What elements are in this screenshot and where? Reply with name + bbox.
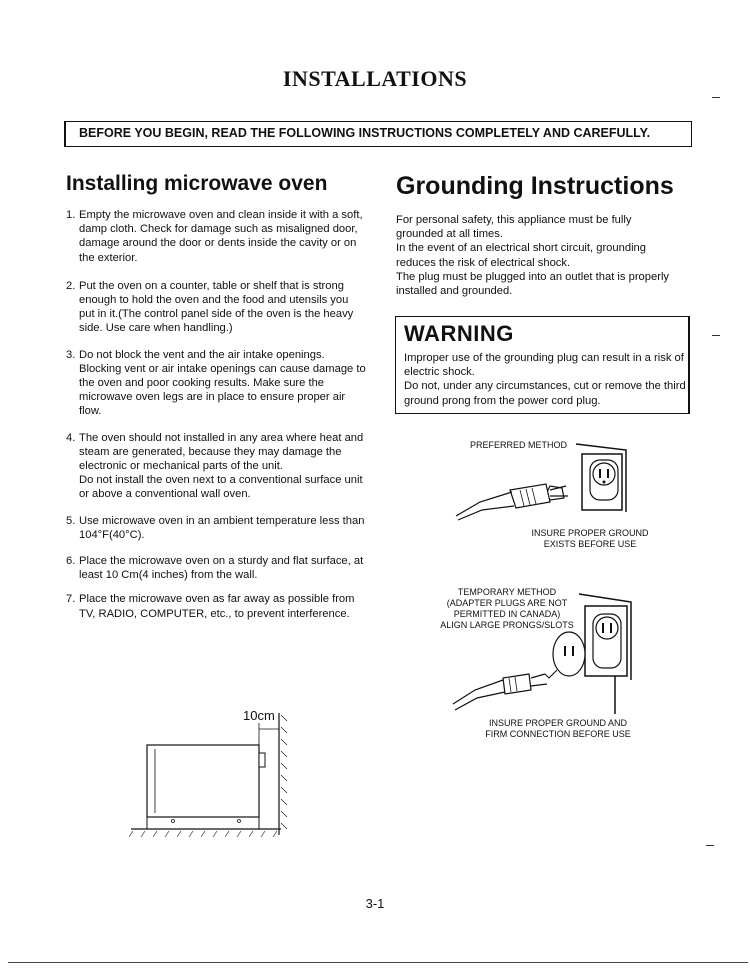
step-text: Empty the microwave oven and clean inside it with a soft, damp cloth. Check for damage such as misaligned door, damage around the door or dents inside the cavity or on the exterior.: [79, 209, 363, 264]
step-number: 6.: [66, 555, 76, 568]
step-number: 5.: [66, 514, 76, 527]
list-item: [66, 431, 366, 502]
step-text: Use microwave oven in an ambient temperature less than 104°F(40°C).: [79, 514, 365, 541]
warning-body: [404, 351, 686, 408]
label-line: PERMITTED IN CANADA): [453, 609, 561, 619]
page-number: 3-1: [365, 896, 385, 911]
grounding-text: [396, 213, 681, 298]
margin-mark: [706, 845, 714, 846]
step-number: 3.: [66, 348, 76, 361]
margin-mark: [712, 97, 720, 98]
warning-title: WARNING: [404, 321, 514, 346]
grounding-paragraph: In the event of an electrical short circuit, grounding reduces the risk of electrical shock.: [396, 242, 646, 269]
margin-mark: [712, 335, 720, 336]
installing-heading: Installing microwave oven: [66, 172, 328, 195]
grounding-heading: Grounding Instructions: [396, 172, 674, 200]
step-number: 4.: [66, 431, 76, 444]
preferred-method-label: PREFERRED METHOD: [470, 440, 568, 450]
step-text-secondary: Do not install the oven next to a conventional surface unit or above a conventional wall oven.: [79, 474, 363, 501]
oven-clearance-diagram: [125, 705, 295, 850]
clearance-label: 10cm: [243, 708, 275, 723]
list-item: [66, 208, 366, 265]
page-title: INSTALLATIONS: [282, 66, 468, 91]
list-item: [66, 348, 366, 419]
step-text: The oven should not installed in any area where heat and steam are generated, because they may damage the electronic or mechanical parts of the unit.: [79, 431, 364, 473]
list-item: [66, 279, 366, 336]
warning-line: Do not, under any circumstances, cut or remove the third ground prong from the power cord plug.: [404, 380, 686, 407]
list-item: [66, 592, 366, 620]
caption-line: INSURE PROPER GROUND: [531, 528, 649, 538]
step-number: 1.: [66, 209, 76, 221]
step-text: Do not block the vent and the air intake openings. Blocking vent or air intake openings can cause damage to the oven and poor cooking results. Make sure the microwave oven legs are in place to ensure proper air flow.: [79, 348, 366, 418]
installation-steps: [66, 208, 366, 635]
list-item: [66, 554, 366, 582]
list-item: [66, 514, 366, 542]
label-line: ALIGN LARGE PRONGS/SLOTS: [440, 620, 574, 630]
preferred-method-caption: [520, 528, 660, 550]
caption-line: FIRM CONNECTION BEFORE USE: [485, 729, 631, 739]
step-number: 2.: [66, 279, 76, 292]
caption-line: INSURE PROPER GROUND AND: [488, 718, 628, 728]
bottom-rule: [8, 962, 748, 963]
step-text: Put the oven on a counter, table or shelf that is strong enough to hold the oven and the food and utensils you put in it.(The control panel side of the oven is the heavy side. Use care when handling.): [79, 279, 354, 335]
step-number: 7.: [66, 593, 76, 606]
adapter-plug-illustration: [445, 590, 645, 720]
warning-box: [395, 316, 690, 414]
instruction-banner: BEFORE YOU BEGIN, READ THE FOLLOWING INSTRUCTIONS COMPLETELY AND CAREFULLY.: [64, 121, 692, 147]
label-line: (ADAPTER PLUGS ARE NOT: [446, 598, 568, 608]
grounding-paragraph: For personal safety, this appliance must be fully grounded at all times.: [396, 214, 632, 241]
warning-line: Improper use of the grounding plug can result in a risk of electric shock.: [404, 352, 684, 379]
label-line: TEMPORARY METHOD: [457, 587, 557, 597]
temporary-method-caption: [468, 718, 648, 740]
grounded-plug-illustration: [450, 440, 640, 525]
grounding-paragraph: The plug must be plugged into an outlet that is properly installed and grounded.: [396, 270, 670, 298]
caption-line: EXISTS BEFORE USE: [543, 539, 637, 549]
step-text: Place the microwave oven on a sturdy and flat surface, at least 10 Cm(4 inches) from the wall.: [79, 555, 364, 582]
step-text: Place the microwave oven as far away as possible from TV, RADIO, COMPUTER, etc., to prevent interference.: [79, 593, 355, 620]
